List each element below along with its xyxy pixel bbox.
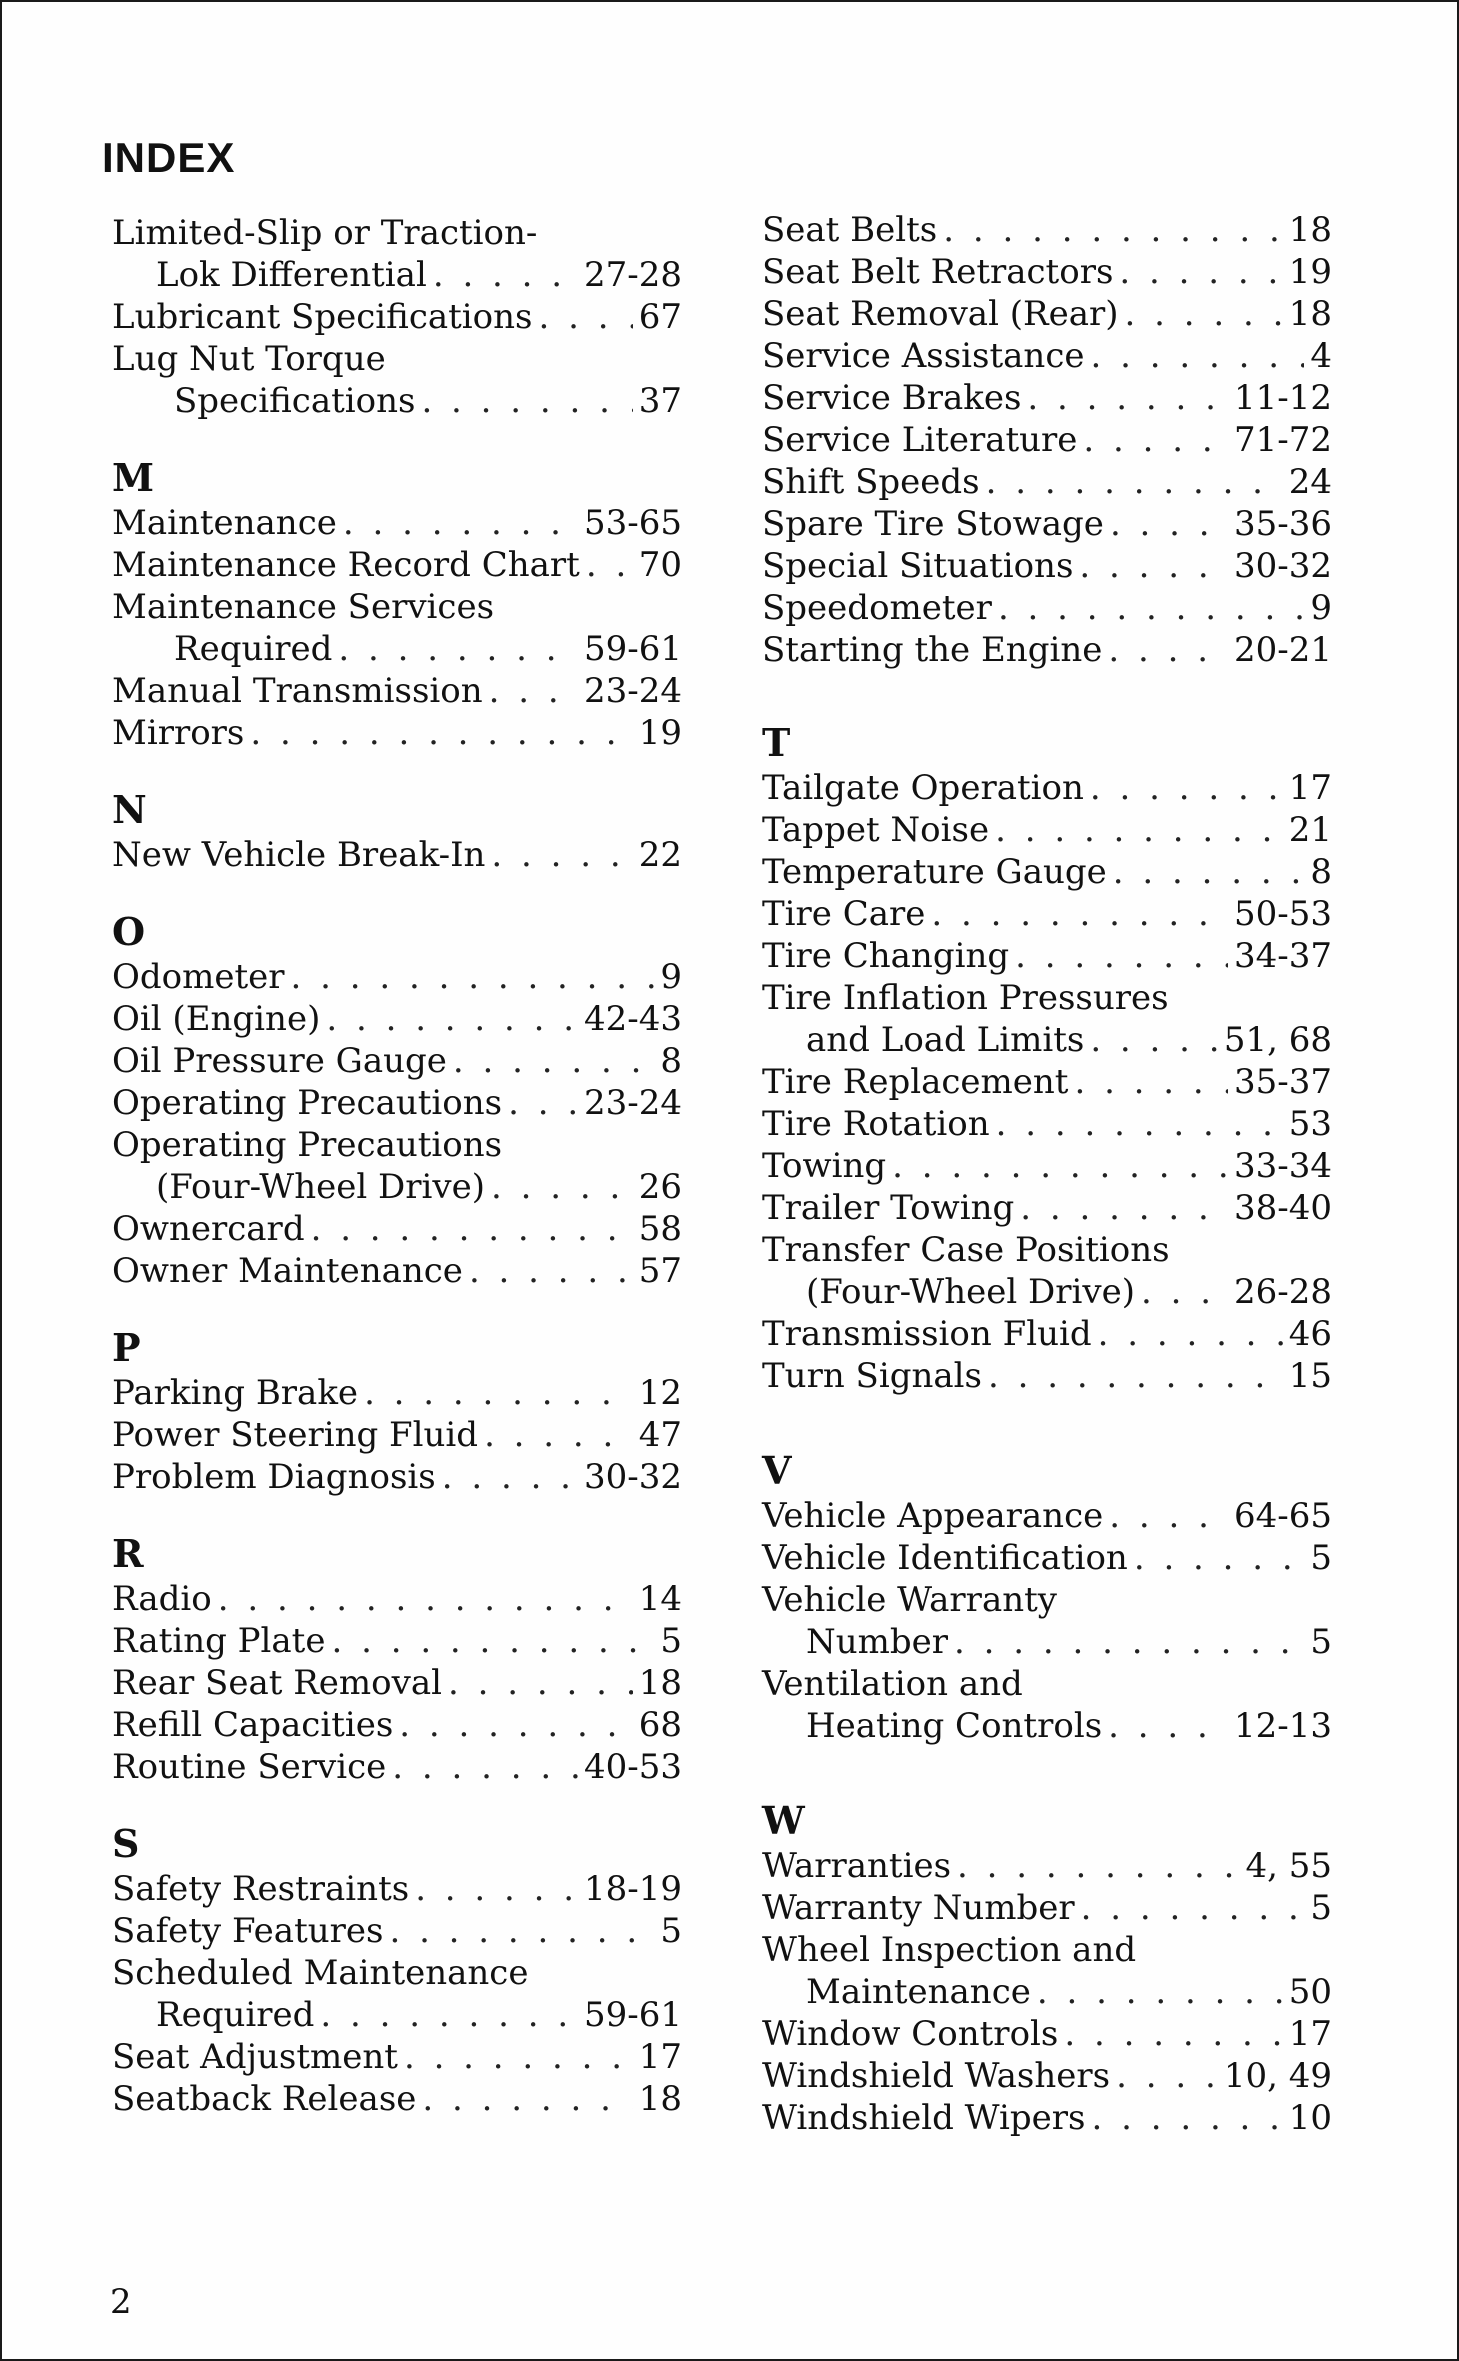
index-entry: Seat Belts . . . 18 [762, 209, 1332, 251]
index-entry: Special Situations . . . 30-32 [762, 545, 1332, 587]
index-entry: Vehicle Identification . . . 5 [762, 1537, 1332, 1579]
index-entry: Parking Brake . . . 12 [112, 1372, 682, 1414]
page-title: INDEX [102, 134, 236, 181]
index-entry: Service Brakes . . . 11-12 [762, 377, 1332, 419]
section-letter-r: R [112, 1531, 144, 1576]
index-entry: Windshield Washers . . . 10, 49 [762, 2055, 1332, 2097]
index-entry: Shift Speeds . . . 24 [762, 461, 1332, 503]
index-entry: Tire Care . . . 50-53 [762, 893, 1332, 935]
index-entry: Transmission Fluid . . . 46 [762, 1313, 1332, 1355]
index-entry: Lubricant Specifications . . . 67 [112, 296, 682, 338]
index-entry: Seat Removal (Rear) . . . 18 [762, 293, 1332, 335]
section-letter-p: P [112, 1325, 141, 1370]
index-entry: Required . . . 59-61 [112, 628, 682, 670]
index-entry: Windshield Wipers . . . 10 [762, 2097, 1332, 2139]
index-entry: Ventilation and [762, 1664, 1023, 1704]
index-entry: Seatback Release . . . 18 [112, 2078, 682, 2120]
index-entry: Number . . . 5 [762, 1621, 1332, 1663]
index-entry: Limited-Slip or Traction- [112, 213, 538, 253]
index-entry: Rating Plate . . . 5 [112, 1620, 682, 1662]
index-entry: Tire Replacement . . . 35-37 [762, 1061, 1332, 1103]
section-letter-v: V [762, 1448, 792, 1493]
index-entry: Turn Signals . . . 15 [762, 1355, 1332, 1397]
index-entry: Odometer . . . 9 [112, 956, 682, 998]
index-entry: Towing . . . 33-34 [762, 1145, 1332, 1187]
index-entry: Trailer Towing . . . 38-40 [762, 1187, 1332, 1229]
index-entry: Owner Maintenance . . . 57 [112, 1250, 682, 1292]
index-entry: Service Assistance . . . 4 [762, 335, 1332, 377]
section-letter-o: O [112, 909, 146, 954]
index-entry: Routine Service . . . 40-53 [112, 1746, 682, 1788]
section-letter-t: T [762, 720, 791, 765]
index-entry: Safety Restraints . . . 18-19 [112, 1868, 682, 1910]
index-entry: Tailgate Operation . . . 17 [762, 767, 1332, 809]
index-entry: Lug Nut Torque [112, 339, 386, 379]
index-entry: Spare Tire Stowage . . . 35-36 [762, 503, 1332, 545]
index-entry: Tire Rotation . . . 53 [762, 1103, 1332, 1145]
index-entry: Oil (Engine) . . . 42-43 [112, 998, 682, 1040]
index-entry: Lok Differential . . . 27-28 [112, 254, 682, 296]
index-entry: Transfer Case Positions [762, 1230, 1170, 1270]
index-entry: (Four-Wheel Drive) . . . 26-28 [762, 1271, 1332, 1313]
index-entry: Maintenance . . . 50 [762, 1971, 1332, 2013]
index-entry: Warranty Number . . . 5 [762, 1887, 1332, 1929]
index-entry: Wheel Inspection and [762, 1930, 1137, 1970]
section-letter-w: W [762, 1798, 805, 1843]
index-entry: Tire Changing . . . 34-37 [762, 935, 1332, 977]
index-entry: Heating Controls . . . 12-13 [762, 1705, 1332, 1747]
index-entry: Refill Capacities . . . 68 [112, 1704, 682, 1746]
index-entry: Radio . . . 14 [112, 1578, 682, 1620]
index-entry: Tire Inflation Pressures [762, 978, 1169, 1018]
index-entry: Required . . . 59-61 [112, 1994, 682, 2036]
index-entry: Power Steering Fluid . . . 47 [112, 1414, 682, 1456]
index-entry: Ownercard . . . 58 [112, 1208, 682, 1250]
section-letter-n: N [112, 787, 147, 832]
index-entry: Operating Precautions . . . 23-24 [112, 1082, 682, 1124]
index-entry: Safety Features . . . 5 [112, 1910, 682, 1952]
index-entry: Starting the Engine . . . 20-21 [762, 629, 1332, 671]
index-entry: Maintenance Services [112, 587, 495, 627]
index-entry: Warranties . . . 4, 55 [762, 1845, 1332, 1887]
index-entry: Specifications . . . 37 [112, 380, 682, 422]
index-entry: Tappet Noise . . . 21 [762, 809, 1332, 851]
index-entry: Vehicle Warranty [762, 1580, 1057, 1620]
page-number: 2 [110, 2282, 132, 2322]
index-entry: Operating Precautions [112, 1125, 503, 1165]
index-entry: Oil Pressure Gauge . . . 8 [112, 1040, 682, 1082]
index-entry: Seat Belt Retractors . . . 19 [762, 251, 1332, 293]
section-letter-m: M [112, 455, 155, 500]
index-entry: Rear Seat Removal . . . 18 [112, 1662, 682, 1704]
index-entry: Service Literature . . . 71-72 [762, 419, 1332, 461]
index-entry: Maintenance Record Chart . . . 70 [112, 544, 682, 586]
index-entry: Window Controls . . . 17 [762, 2013, 1332, 2055]
index-entry: Maintenance . . . 53-65 [112, 502, 682, 544]
section-letter-s: S [112, 1821, 140, 1866]
index-entry: Scheduled Maintenance [112, 1953, 529, 1993]
index-entry: Temperature Gauge . . . 8 [762, 851, 1332, 893]
index-column-left [112, 212, 682, 2120]
index-column-right [762, 209, 1332, 2139]
index-entry: New Vehicle Break-In . . . 22 [112, 834, 682, 876]
index-entry: Speedometer . . . 9 [762, 587, 1332, 629]
index-entry: (Four-Wheel Drive) . . . 26 [112, 1166, 682, 1208]
index-entry: Mirrors . . . 19 [112, 712, 682, 754]
index-entry: Seat Adjustment . . . 17 [112, 2036, 682, 2078]
index-entry: and Load Limits . . . 51, 68 [762, 1019, 1332, 1061]
index-entry: Manual Transmission . . . 23-24 [112, 670, 682, 712]
index-entry: Problem Diagnosis . . . 30-32 [112, 1456, 682, 1498]
index-entry: Vehicle Appearance . . . 64-65 [762, 1495, 1332, 1537]
